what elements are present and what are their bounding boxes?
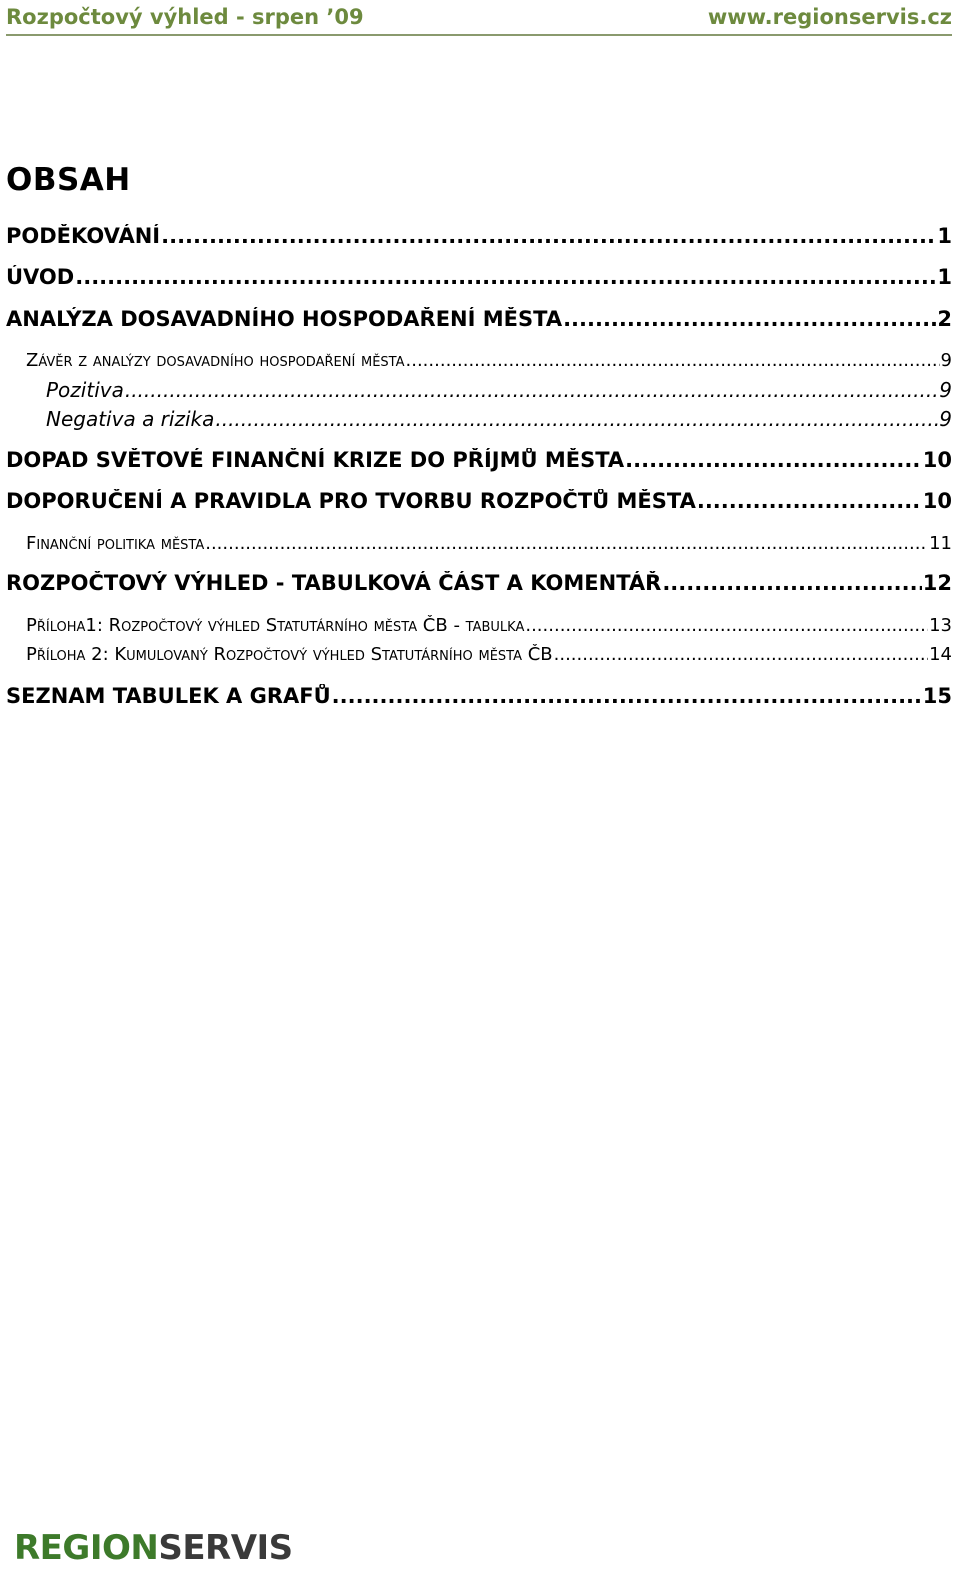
toc-entry-label: DOPORUČENÍ A PRAVIDLA PRO TVORBU ROZPOČTŮ MĚSTA [6, 489, 696, 513]
toc-entry-label: Závěr z analýzy dosavadního hospodaření města [26, 350, 405, 371]
toc-entry-page: 11 [929, 533, 952, 554]
toc-entry-zaver[interactable] [6, 350, 952, 371]
toc-entry-negativa[interactable] [6, 407, 952, 431]
toc-leader-dots [205, 533, 928, 554]
toc-entry-analyza[interactable] [6, 307, 952, 331]
toc-entry-label: ÚVOD [6, 265, 75, 289]
toc-entry-label: ROZPOČTOVÝ VÝHLED - TABULKOVÁ ČÁST A KOMENTÁŘ [6, 571, 662, 595]
toc-leader-dots [697, 489, 922, 513]
toc-entry-label: Negativa a rizika [46, 407, 215, 431]
header-document-title: Rozpočtový výhled - srpen ’09 [6, 5, 364, 29]
toc-entry-page: 1 [937, 224, 952, 248]
toc-entry-label: Pozitiva [46, 378, 124, 402]
toc-entry-podekovani[interactable] [6, 224, 952, 248]
toc-entry-page: 12 [922, 571, 952, 595]
toc-entry-page: 13 [929, 615, 952, 636]
toc-leader-dots [563, 307, 936, 331]
toc-leader-dots [625, 448, 922, 472]
toc-leader-dots [125, 378, 938, 402]
toc-entry-dopad[interactable] [6, 448, 952, 472]
toc-entry-uvod[interactable] [6, 265, 952, 289]
toc-entry-rozpoctovy-vyhled[interactable] [6, 571, 952, 595]
toc-leader-dots [215, 407, 938, 431]
regionservis-logo [14, 1530, 293, 1566]
toc-entry-financni-politika[interactable] [6, 533, 952, 554]
toc-leader-dots [525, 615, 928, 636]
toc-entry-page: 9 [939, 378, 952, 402]
toc-leader-dots [75, 265, 936, 289]
toc-entry-page: 2 [937, 307, 952, 331]
toc-entry-page: 14 [929, 644, 952, 665]
toc-entry-page: 9 [939, 407, 952, 431]
toc-entry-page: 15 [922, 684, 952, 708]
toc-entry-label: Finanční politika města [26, 533, 205, 554]
toc-entry-seznam-tabulek[interactable] [6, 684, 952, 708]
toc-title: OBSAH [6, 162, 131, 198]
toc-leader-dots [554, 644, 928, 665]
toc-entry-label: ANALÝZA DOSAVADNÍHO HOSPODAŘENÍ MĚSTA [6, 307, 563, 331]
toc-entry-label: Příloha 2: Kumulovaný Rozpočtový výhled Statutárního města ČB [26, 644, 553, 665]
logo-part-region: REGION [14, 1528, 159, 1568]
header-website-link[interactable]: www.regionservis.cz [707, 5, 952, 29]
toc-entry-pozitiva[interactable] [6, 378, 952, 402]
toc-entry-priloha-2[interactable] [6, 644, 952, 665]
toc-entry-label: PODĚKOVÁNÍ [6, 224, 161, 248]
toc-entry-doporuceni[interactable] [6, 489, 952, 513]
toc-entry-page: 9 [940, 350, 952, 371]
toc-leader-dots [161, 224, 936, 248]
toc-leader-dots [332, 684, 922, 708]
toc-entry-page: 1 [937, 265, 952, 289]
toc-entry-label: SEZNAM TABULEK A GRAFŮ [6, 684, 331, 708]
logo-part-servis: SERVIS [158, 1528, 293, 1568]
toc-entry-label: DOPAD SVĚTOVÉ FINANČNÍ KRIZE DO PŘÍJMŮ MĚSTA [6, 448, 625, 472]
toc-leader-dots [406, 350, 940, 371]
toc-leader-dots [662, 571, 921, 595]
toc-entry-page: 10 [922, 489, 952, 513]
toc-entry-priloha-1[interactable] [6, 615, 952, 636]
page-header [6, 0, 952, 36]
toc-entry-page: 10 [922, 448, 952, 472]
toc-entry-label: Příloha1: Rozpočtový výhled Statutárního města ČB - tabulka [26, 615, 525, 636]
